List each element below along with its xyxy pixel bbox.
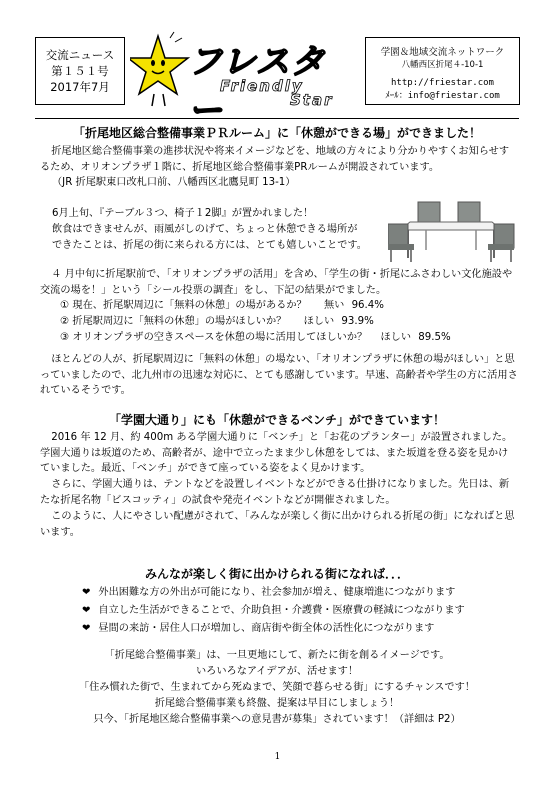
- result-answer: ほしい: [303, 316, 335, 327]
- result-answer: 無い: [323, 300, 345, 311]
- section2-paragraph1: 2016 年 12 月、約 400m ある学園大通りに「ベンチ」と「お花のプランター」が設置されました。学園大通りは坂道のため、高齢者が、途中で立ったまま少し休憩をしては、また坂道を登る姿を見かけていました。最近、「ベンチ」ができて座っている姿をよく見かけます。: [40, 432, 513, 474]
- newsletter-label: 交流ニュース: [45, 48, 115, 62]
- benefit-item: [82, 585, 455, 601]
- section1-paragraph3: ４ 月中旬に折尾駅前で、「オリオンプラザの活用」を含め、「学生の街・折尾にふさわしい文化施設や交流の場を！」という「シール投票の調査」をし、下記の結果がでました。: [40, 269, 513, 296]
- benefit-item: [82, 603, 465, 619]
- issue-date: 2017年7月: [50, 80, 110, 94]
- heart-bullet-icon: ❤: [82, 587, 91, 598]
- section2-paragraph3: このように、人にやさしい配慮がされて、「みんなが楽しく街に出かけられる折尾の街」になればと思います。: [40, 511, 515, 538]
- heart-bullet-icon: ❤: [82, 623, 91, 634]
- section2-paragraph2: さらに、学園大通りは、テントなどを設置しイベントなどができる仕掛けになりました。先日は、新たな折尾名物「ビスコッティ」の試食や発売イベントなどが開催されました。: [40, 479, 510, 506]
- issue-number: 第１５１号: [51, 64, 109, 78]
- organization-box: [365, 37, 520, 105]
- section3-heading: みんなが楽しく街に出かけられる街になれば．．．: [144, 567, 409, 581]
- result-question: 折尾駅周辺に「無料の休憩」の場がほしいか？: [72, 316, 287, 327]
- heart-bullet-icon: ❤: [82, 605, 91, 616]
- result-item: [60, 330, 451, 346]
- result-number: ②: [60, 316, 70, 327]
- result-percent: 96.4%: [351, 300, 384, 311]
- closing-line: 折尾総合整備事業も終盤、提案は早目にしましょう！: [154, 698, 400, 709]
- result-number: ①: [60, 300, 70, 311]
- friendly-star-logo: [130, 30, 360, 131]
- closing-line: 「折尾総合整備事業」は、一旦更地にして、新たに街を創るイメージです。: [104, 650, 450, 661]
- paragraph2-line: 6月上旬、『テーブル３つ、椅子１2脚』が置かれました！: [52, 208, 314, 219]
- logo-sub-star: Star: [290, 91, 334, 109]
- result-question: 現在、折尾駅周辺に「無料の休憩」の場があるか？: [72, 300, 307, 311]
- org-address: 八幡西区折尾４-10-1: [401, 60, 484, 70]
- paragraph2-line: 飲食はできませんが、雨風がしのげて、ちょっと休憩できる場所が: [52, 224, 358, 235]
- closing-line: いろいろなアイデアが、活せます！: [195, 666, 359, 677]
- closing-line: 只今、「折尾地区総合整備事業への意見書が募集」されています！（詳細は P2）: [93, 714, 461, 725]
- result-percent: 89.5%: [418, 332, 451, 343]
- benefit-text: 自立した生活ができることで、介助負担・介護費・医療費の軽減につながります: [98, 605, 465, 616]
- benefit-text: 外出困難な方の外出が可能になり、社会参加が増え、健康増進につながります: [98, 587, 456, 598]
- page-number: 1: [274, 752, 281, 762]
- result-percent: 93.9%: [341, 316, 374, 327]
- table-chairs-illustration: [388, 200, 516, 265]
- paragraph2-line: できたことは、折尾の街に来られる方には、とても嬉しいことです。: [52, 240, 367, 251]
- benefit-item: [82, 621, 434, 637]
- logo-title: フレスター: [188, 42, 326, 131]
- result-number: ③: [60, 332, 70, 343]
- closing-line: 「住み慣れた街で、生まれてから死ぬまで、笑顔で暮らせる街」にするチャンスです！: [79, 682, 475, 693]
- section1-paragraph1: 折尾地区総合整備事業の進捗状況や将来イメージなどを、地域の方々により分かりやすくお知らせするため、オリオンプラザ１階に、折尾地区総合整備事業PRルームが開設されています。: [40, 146, 510, 173]
- org-email[interactable]: ﾒｰﾙ：info@friestar.com: [385, 91, 500, 101]
- logo-sub-friendly: Friendly: [220, 77, 304, 95]
- issue-info-box: [35, 37, 125, 105]
- org-name: 学園＆地域交流ネットワーク: [380, 47, 505, 58]
- result-item: [60, 298, 384, 314]
- section2-heading: 「学園大通り」にも「休憩ができるベンチ」ができています！: [108, 413, 445, 427]
- result-question: オリオンプラザの空きスペースを休憩の場に活用してほしいか？: [72, 332, 368, 343]
- org-url[interactable]: http://friestar.com: [391, 78, 494, 88]
- result-answer: ほしい: [380, 332, 412, 343]
- prroom-address: （JR 折尾駅東口改札口前、八幡西区北鷹見町 13-1）: [52, 177, 296, 188]
- section1-paragraph4: ほとんどの人が、折尾駅周辺に「無料の休憩」の場ない、「オリオンプラザに休憩の場がほしい」と思っていましたので、北九州市の迅速な対応に、とても感謝しています。早速、高齢者や学生の方に活用されているそうです。: [40, 354, 518, 396]
- result-item: [60, 314, 374, 330]
- section1-paragraph2: [52, 206, 382, 254]
- benefit-text: 昼間の来訪・居住人口が増加し、商店街や街全体の活性化につながります: [98, 623, 435, 634]
- header-divider: [35, 118, 519, 119]
- section1-heading: 「折尾地区総合整備事業ＰＲルーム」に「休憩ができる場」ができました！: [72, 126, 481, 140]
